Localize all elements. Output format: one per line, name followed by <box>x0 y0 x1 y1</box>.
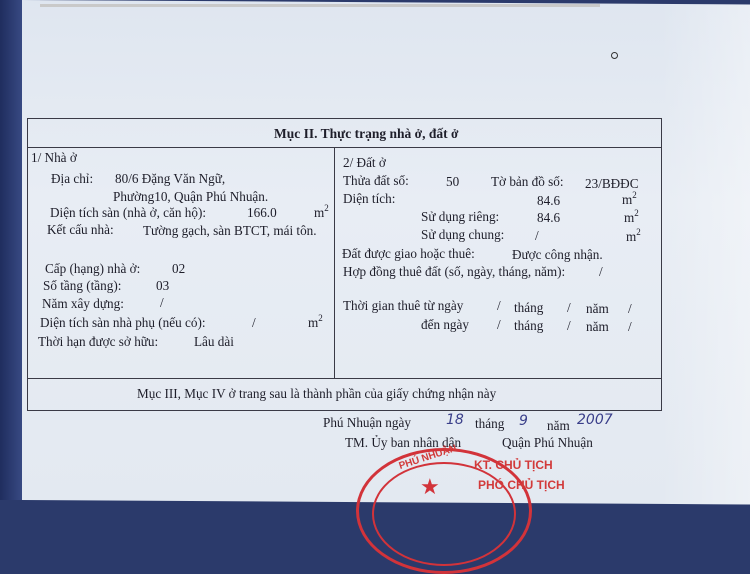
unit-sup: 2 <box>632 190 637 200</box>
term-from-slash-3: / <box>628 301 632 316</box>
term-from-month-label: tháng <box>514 300 544 315</box>
structure-value: Tường gạch, sàn BTCT, mái tôn. <box>143 223 317 238</box>
floor-area-label: Diện tích sàn (nhà ở, căn hộ): <box>50 205 207 220</box>
floors-label: Số tầng (tầng): <box>43 278 122 293</box>
unit-m: m <box>308 315 319 330</box>
top-rule <box>40 4 600 7</box>
column-divider <box>334 147 335 378</box>
structure-label: Kết cấu nhà: <box>47 222 114 237</box>
allocation-value: Được công nhận. <box>512 247 603 262</box>
private-use-unit <box>624 208 639 225</box>
shared-use-label: Sử dụng chung: <box>421 227 505 242</box>
address-line2: Phường10, Quận Phú Nhuận. <box>113 189 269 204</box>
parcel-value: 50 <box>446 174 460 189</box>
unit-sup: 2 <box>634 208 639 218</box>
map-value: 23/BĐĐC <box>585 176 639 191</box>
year-handwritten: 2007 <box>577 412 613 428</box>
ink-dot <box>611 52 618 59</box>
unit-m: m <box>624 210 635 225</box>
aux-area-unit <box>308 313 323 330</box>
parcel-label: Thửa đất số: <box>343 173 409 188</box>
term-to-slash-2: / <box>567 318 571 333</box>
term-from-label: Thời gian thuê từ ngày <box>343 298 464 313</box>
aux-area-value: / <box>252 315 256 330</box>
unit-m: m <box>314 205 325 220</box>
footer-note: Mục III, Mục IV ở trang sau là thành phần của giấy chứng nhận này <box>137 386 497 401</box>
term-from-slash-1: / <box>497 298 501 313</box>
shared-use-value: / <box>535 228 539 243</box>
ownership-label: Thời hạn được sở hữu: <box>38 334 159 349</box>
private-use-value: 84.6 <box>537 210 561 225</box>
floors-value: 03 <box>156 278 170 293</box>
term-from-slash-2: / <box>567 300 571 315</box>
grade-label: Cấp (hạng) nhà ở: <box>45 261 141 276</box>
seal-text: PHÚ NHUẬN <box>397 443 459 473</box>
address-label: Địa chỉ: <box>51 171 94 186</box>
footer-divider <box>27 378 661 379</box>
committee-label: TM. Ủy ban nhân dân <box>345 435 462 450</box>
year-built-label: Năm xây dựng: <box>42 296 124 311</box>
term-to-month-label: tháng <box>514 318 544 333</box>
land-area-label: Diện tích: <box>343 191 396 206</box>
grade-value: 02 <box>172 261 186 276</box>
unit-sup: 2 <box>324 203 329 213</box>
header-divider <box>27 147 661 148</box>
unit-m: m <box>622 192 633 207</box>
term-to-slash-3: / <box>628 319 632 334</box>
private-use-label: Sử dụng riêng: <box>421 209 500 224</box>
aux-area-label: Diện tích sàn nhà phụ (nếu có): <box>40 315 206 330</box>
land-area-value: 84.6 <box>537 193 561 208</box>
unit-sup: 2 <box>636 227 641 237</box>
ownership-value: Lâu dài <box>194 334 234 349</box>
floor-area-value: 166.0 <box>247 205 277 220</box>
vice-chair-label: PHÓ CHỦ TỊCH <box>478 478 565 492</box>
land-heading: 2/ Đất ở <box>343 155 386 170</box>
house-heading: 1/ Nhà ở <box>31 150 77 165</box>
shared-use-unit <box>626 227 641 244</box>
unit-sup: 2 <box>318 313 323 323</box>
term-from-year-label: năm <box>586 301 609 316</box>
term-to-label: đến ngày <box>421 317 469 332</box>
allocation-label: Đất được giao hoặc thuê: <box>342 246 475 261</box>
lease-label: Hợp đồng thuê đất (số, ngày, tháng, năm): <box>343 264 566 279</box>
address-line1: 80/6 Đặng Văn Ngữ, <box>115 171 226 186</box>
year-built-value: / <box>160 295 164 310</box>
term-to-slash-1: / <box>497 317 501 332</box>
floor-area-unit <box>314 203 329 220</box>
month-handwritten: 9 <box>519 413 528 429</box>
lease-value: / <box>599 264 603 279</box>
land-area-unit <box>622 190 637 207</box>
page-fold-shadow <box>660 4 750 505</box>
map-label: Tờ bản đồ số: <box>491 174 564 189</box>
place-date-prefix: Phú Nhuận ngày <box>323 415 411 430</box>
chair-label: KT. CHỦ TỊCH <box>474 458 553 472</box>
term-to-year-label: năm <box>586 319 609 334</box>
month-word: tháng <box>475 416 505 431</box>
year-word: năm <box>547 418 570 433</box>
day-handwritten: 18 <box>446 412 464 428</box>
unit-m: m <box>626 229 637 244</box>
district-label: Quận Phú Nhuận <box>502 435 593 450</box>
seal-star-icon: ★ <box>420 474 440 499</box>
section-title: Mục II. Thực trạng nhà ở, đất ở <box>274 126 459 141</box>
